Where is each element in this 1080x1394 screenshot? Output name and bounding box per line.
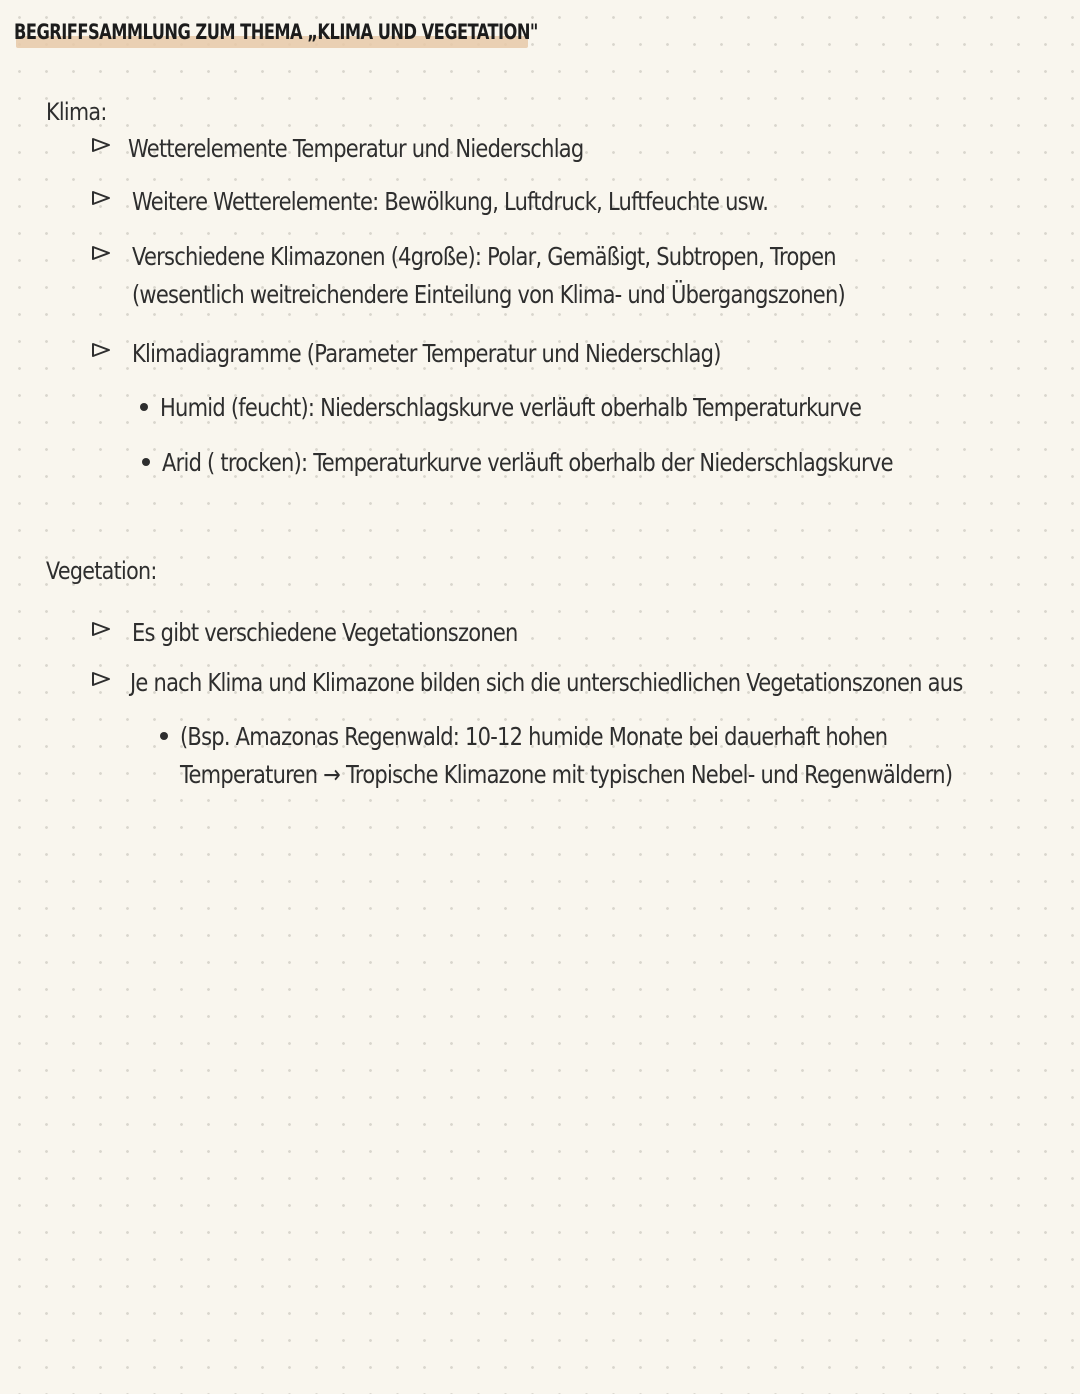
vegetation-item-1 — [90, 614, 591, 652]
klima-item-1 — [90, 130, 670, 168]
klima-item-1-text — [128, 130, 584, 168]
list-item-line: (Bsp. Amazonas Regenwald: 10-12 humide Monate bei dauerhaft hohen — [180, 722, 888, 751]
klima-heading: Klima: — [46, 98, 107, 126]
bullet-dot-icon — [142, 458, 150, 466]
klima-item-4 — [90, 335, 833, 373]
klima-item-2 — [90, 183, 889, 221]
vegetation-subitem-1-text — [180, 718, 952, 794]
arrow-bullet-icon — [90, 242, 112, 264]
bullet-dot-icon — [140, 403, 148, 411]
klima-subitem-2 — [142, 444, 1032, 482]
arrow-bullet-icon — [90, 618, 112, 640]
klima-item-2-text — [132, 183, 768, 221]
arrow-bullet-icon — [90, 187, 112, 209]
list-item-line: Temperaturen → Tropische Klimazone mit typischen Nebel- und Regenwäldern) — [180, 760, 953, 789]
page-title: BEGRIFFSAMMLUNG ZUM THEMA „KLIMA UND VEGETATION" — [14, 20, 538, 44]
arrow-bullet-icon — [90, 339, 112, 361]
klima-subitem-1-text: Humid (feucht): Niederschlagskurve verläuft oberhalb Temperaturkurve — [160, 393, 862, 422]
list-item-line: Wetterelemente Temperatur und Niederschlag — [128, 134, 584, 163]
klima-item-3-text — [132, 238, 845, 314]
arrow-bullet-icon — [90, 668, 112, 690]
list-item-line: Es gibt verschiedene Vegetationszonen — [132, 618, 518, 647]
vegetation-subitem-1 — [160, 718, 1080, 794]
klima-subitem-2-text: Arid ( trocken): Temperaturkurve verläuft oberhalb der Niederschlagskurve — [162, 448, 893, 477]
klima-item-3 — [90, 238, 981, 314]
arrow-bullet-icon — [90, 134, 112, 156]
list-item-line: Je nach Klima und Klimazone bilden sich die unterschiedlichen Vegetationszonen aus — [130, 668, 963, 697]
vegetation-heading: Vegetation: — [46, 557, 157, 585]
list-item-line: Klimadiagramme (Parameter Temperatur und Niederschlag) — [132, 339, 721, 368]
klima-item-4-text — [132, 335, 721, 373]
list-item-line: Weitere Wetterelemente: Bewölkung, Luftdruck, Luftfeuchte usw. — [132, 187, 769, 216]
vegetation-item-1-text — [132, 614, 518, 652]
title-block — [14, 20, 623, 44]
list-item-line: (wesentlich weitreichendere Einteilung von Klima- und Übergangszonen) — [132, 280, 845, 309]
klima-subitem-1 — [140, 389, 995, 427]
vegetation-item-2-text — [130, 664, 963, 702]
vegetation-item-2 — [90, 664, 1080, 702]
bullet-dot-icon — [160, 732, 168, 740]
list-item-line: Verschiedene Klimazonen (4große): Polar, Gemäßigt, Subtropen, Tropen — [132, 242, 836, 271]
